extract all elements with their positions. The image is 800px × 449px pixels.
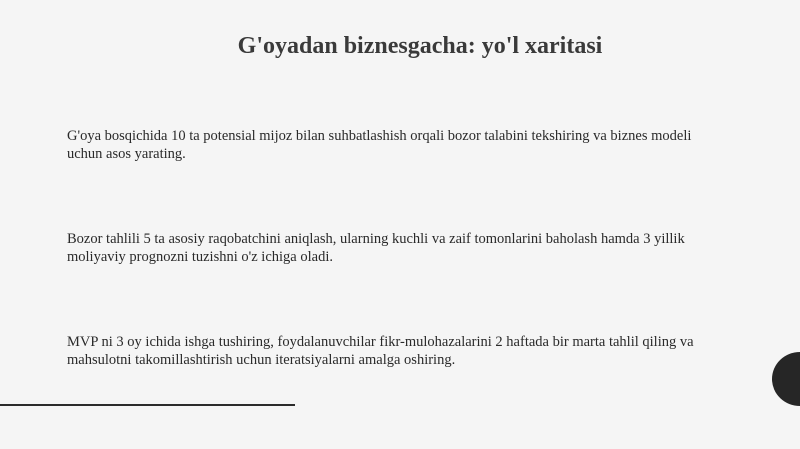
decorative-divider-line — [0, 404, 295, 406]
paragraph-mvp: MVP ni 3 oy ichida ishga tushiring, foydalanuvchilar fikr-mulohazalarini 2 haftada bir marta tahlil qiling va mahsulotni takomillashtirish uchun iteratsiyalarni amalga oshiring. — [67, 334, 694, 368]
decorative-circle — [772, 352, 800, 406]
paragraph-idea-stage: G'oya bosqichida 10 ta potensial mijoz bilan suhbatlashish orqali bozor talabini tekshiring va biznes modeli uchun asos yarating. — [67, 128, 692, 162]
slide-title: G'oyadan biznesgacha: yo'l xaritasi — [237, 33, 603, 59]
paragraph-market-analysis: Bozor tahlili 5 ta asosiy raqobatchini aniqlash, ularning kuchli va zaif tomonlarini baholash hamda 3 yillik moliyaviy prognozni tuzishni o'z ichiga oladi. — [67, 231, 685, 265]
